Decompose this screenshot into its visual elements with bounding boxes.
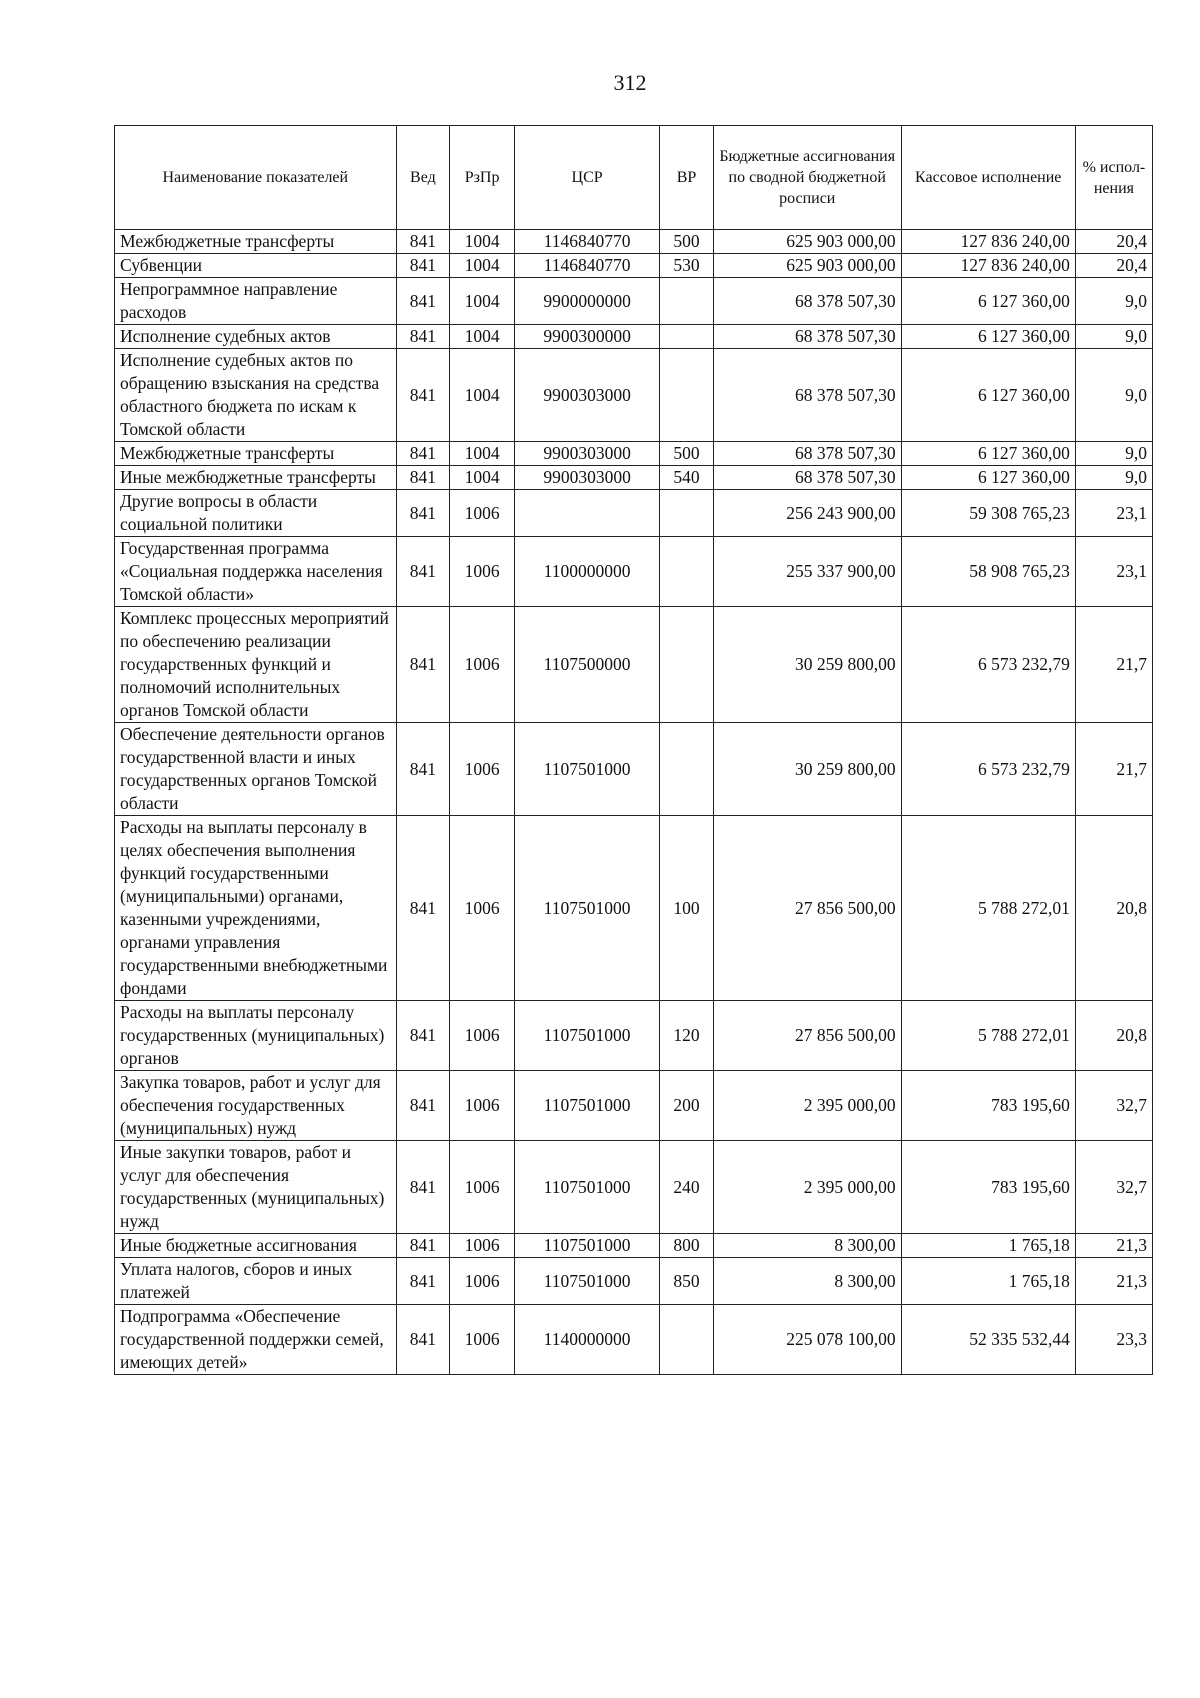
cell-ved: 841 [396, 278, 450, 325]
cell-cash: 6 573 232,79 [901, 723, 1075, 816]
cell-csr: 1107500000 [514, 607, 659, 723]
cell-vr: 500 [660, 230, 714, 254]
cell-rzpr: 1006 [450, 1001, 515, 1071]
cell-budget: 68 378 507,30 [713, 278, 901, 325]
table-row [115, 466, 1153, 490]
cell-vr: 120 [660, 1001, 714, 1071]
cell-ved: 841 [396, 490, 450, 537]
table-row [115, 230, 1153, 254]
cell-rzpr: 1004 [450, 442, 515, 466]
cell-pct: 23,1 [1075, 537, 1152, 607]
cell-vr [660, 490, 714, 537]
table-row [115, 1305, 1153, 1375]
cell-cash: 5 788 272,01 [901, 816, 1075, 1001]
cell-csr: 1140000000 [514, 1305, 659, 1375]
cell-ved: 841 [396, 442, 450, 466]
cell-csr: 1107501000 [514, 816, 659, 1001]
cell-vr [660, 349, 714, 442]
table-row [115, 442, 1153, 466]
cell-csr: 1107501000 [514, 1141, 659, 1234]
cell-ved: 841 [396, 230, 450, 254]
table-row [115, 254, 1153, 278]
cell-ved: 841 [396, 1305, 450, 1375]
cell-vr: 800 [660, 1234, 714, 1258]
table-row [115, 537, 1153, 607]
header-vr: ВР [660, 126, 714, 230]
cell-pct: 23,3 [1075, 1305, 1152, 1375]
cell-ved: 841 [396, 254, 450, 278]
table-body [115, 230, 1153, 1375]
cell-csr: 1100000000 [514, 537, 659, 607]
cell-budget: 68 378 507,30 [713, 466, 901, 490]
header-budget: Бюджетные ассигнования по сводной бюджетной росписи [713, 126, 901, 230]
cell-rzpr: 1006 [450, 537, 515, 607]
cell-vr [660, 1305, 714, 1375]
cell-ved: 841 [396, 816, 450, 1001]
header-cash: Кассовое исполнение [901, 126, 1075, 230]
cell-pct: 32,7 [1075, 1141, 1152, 1234]
cell-name: Исполнение судебных актов по обращению взыскания на средства областного бюджета по искам к Томской области [115, 349, 397, 442]
header-name: Наименование показателей [115, 126, 397, 230]
table-row [115, 607, 1153, 723]
cell-csr [514, 490, 659, 537]
table-row [115, 278, 1153, 325]
cell-pct: 32,7 [1075, 1071, 1152, 1141]
cell-pct: 20,4 [1075, 254, 1152, 278]
cell-rzpr: 1004 [450, 349, 515, 442]
cell-rzpr: 1004 [450, 254, 515, 278]
cell-rzpr: 1006 [450, 723, 515, 816]
cell-vr: 100 [660, 816, 714, 1001]
cell-cash: 6 573 232,79 [901, 607, 1075, 723]
cell-cash: 6 127 360,00 [901, 278, 1075, 325]
cell-name: Расходы на выплаты персоналу государственных (муниципальных) органов [115, 1001, 397, 1071]
cell-name: Межбюджетные трансферты [115, 230, 397, 254]
cell-budget: 68 378 507,30 [713, 442, 901, 466]
cell-budget: 625 903 000,00 [713, 254, 901, 278]
cell-budget: 8 300,00 [713, 1234, 901, 1258]
cell-name: Другие вопросы в области социальной политики [115, 490, 397, 537]
cell-vr [660, 278, 714, 325]
cell-vr [660, 607, 714, 723]
cell-csr: 1146840770 [514, 230, 659, 254]
cell-cash: 1 765,18 [901, 1234, 1075, 1258]
cell-pct: 9,0 [1075, 466, 1152, 490]
cell-vr: 530 [660, 254, 714, 278]
cell-budget: 30 259 800,00 [713, 723, 901, 816]
table-row [115, 723, 1153, 816]
cell-vr [660, 723, 714, 816]
cell-pct: 21,7 [1075, 723, 1152, 816]
cell-rzpr: 1006 [450, 816, 515, 1001]
header-ved: Вед [396, 126, 450, 230]
page-number: 312 [613, 70, 647, 95]
header-pct: % испол-нения [1075, 126, 1152, 230]
cell-vr: 850 [660, 1258, 714, 1305]
cell-vr: 500 [660, 442, 714, 466]
cell-name: Иные межбюджетные трансферты [115, 466, 397, 490]
cell-budget: 2 395 000,00 [713, 1141, 901, 1234]
cell-rzpr: 1004 [450, 278, 515, 325]
cell-ved: 841 [396, 607, 450, 723]
cell-budget: 2 395 000,00 [713, 1071, 901, 1141]
cell-cash: 6 127 360,00 [901, 349, 1075, 442]
cell-name: Межбюджетные трансферты [115, 442, 397, 466]
cell-name: Исполнение судебных актов [115, 325, 397, 349]
cell-rzpr: 1004 [450, 230, 515, 254]
cell-vr: 240 [660, 1141, 714, 1234]
cell-name: Комплекс процессных мероприятий по обеспечению реализации государственных функций и полномочий исполнительных органов Томской области [115, 607, 397, 723]
cell-name: Иные закупки товаров, работ и услуг для обеспечения государственных (муниципальных) нужд [115, 1141, 397, 1234]
cell-cash: 52 335 532,44 [901, 1305, 1075, 1375]
cell-name: Государственная программа «Социальная поддержка населения Томской области» [115, 537, 397, 607]
cell-ved: 841 [396, 537, 450, 607]
table-row [115, 325, 1153, 349]
cell-budget: 27 856 500,00 [713, 816, 901, 1001]
table-row [115, 1258, 1153, 1305]
cell-cash: 6 127 360,00 [901, 442, 1075, 466]
cell-pct: 9,0 [1075, 349, 1152, 442]
cell-csr: 1107501000 [514, 1234, 659, 1258]
cell-csr: 9900000000 [514, 278, 659, 325]
cell-pct: 21,3 [1075, 1258, 1152, 1305]
cell-pct: 9,0 [1075, 278, 1152, 325]
cell-pct: 20,8 [1075, 816, 1152, 1001]
cell-vr [660, 537, 714, 607]
cell-ved: 841 [396, 723, 450, 816]
cell-pct: 9,0 [1075, 442, 1152, 466]
cell-rzpr: 1006 [450, 1305, 515, 1375]
cell-rzpr: 1006 [450, 607, 515, 723]
cell-ved: 841 [396, 349, 450, 442]
table-row [115, 1001, 1153, 1071]
cell-csr: 1107501000 [514, 1258, 659, 1305]
cell-cash: 127 836 240,00 [901, 254, 1075, 278]
cell-csr: 1107501000 [514, 1071, 659, 1141]
cell-ved: 841 [396, 1071, 450, 1141]
cell-budget: 225 078 100,00 [713, 1305, 901, 1375]
cell-cash: 783 195,60 [901, 1071, 1075, 1141]
cell-cash: 127 836 240,00 [901, 230, 1075, 254]
cell-vr: 540 [660, 466, 714, 490]
cell-budget: 625 903 000,00 [713, 230, 901, 254]
cell-cash: 6 127 360,00 [901, 466, 1075, 490]
cell-pct: 9,0 [1075, 325, 1152, 349]
table-row [115, 1234, 1153, 1258]
cell-budget: 30 259 800,00 [713, 607, 901, 723]
table-row [115, 816, 1153, 1001]
cell-pct: 21,7 [1075, 607, 1152, 723]
cell-name: Уплата налогов, сборов и иных платежей [115, 1258, 397, 1305]
cell-name: Субвенции [115, 254, 397, 278]
cell-cash: 783 195,60 [901, 1141, 1075, 1234]
cell-budget: 255 337 900,00 [713, 537, 901, 607]
cell-ved: 841 [396, 1141, 450, 1234]
cell-budget: 8 300,00 [713, 1258, 901, 1305]
cell-budget: 68 378 507,30 [713, 349, 901, 442]
cell-pct: 21,3 [1075, 1234, 1152, 1258]
table-row [115, 490, 1153, 537]
cell-csr: 9900300000 [514, 325, 659, 349]
cell-cash: 58 908 765,23 [901, 537, 1075, 607]
cell-name: Закупка товаров, работ и услуг для обеспечения государственных (муниципальных) нужд [115, 1071, 397, 1141]
cell-pct: 23,1 [1075, 490, 1152, 537]
cell-csr: 9900303000 [514, 466, 659, 490]
cell-cash: 5 788 272,01 [901, 1001, 1075, 1071]
table-row [115, 1071, 1153, 1141]
cell-rzpr: 1006 [450, 490, 515, 537]
cell-vr [660, 325, 714, 349]
cell-rzpr: 1006 [450, 1071, 515, 1141]
cell-rzpr: 1004 [450, 466, 515, 490]
table-row [115, 1141, 1153, 1234]
cell-rzpr: 1006 [450, 1234, 515, 1258]
cell-cash: 59 308 765,23 [901, 490, 1075, 537]
cell-ved: 841 [396, 1234, 450, 1258]
cell-ved: 841 [396, 1258, 450, 1305]
cell-cash: 6 127 360,00 [901, 325, 1075, 349]
cell-csr: 1146840770 [514, 254, 659, 278]
cell-csr: 9900303000 [514, 442, 659, 466]
cell-name: Иные бюджетные ассигнования [115, 1234, 397, 1258]
cell-cash: 1 765,18 [901, 1258, 1075, 1305]
cell-budget: 68 378 507,30 [713, 325, 901, 349]
header-csr: ЦСР [514, 126, 659, 230]
cell-ved: 841 [396, 325, 450, 349]
cell-name: Расходы на выплаты персоналу в целях обеспечения выполнения функций государственными (муниципальными) органами, казенными учреждениями, органами управления государственными внебюджетными фондами [115, 816, 397, 1001]
cell-ved: 841 [396, 1001, 450, 1071]
header-rzpr: РзПр [450, 126, 515, 230]
cell-rzpr: 1006 [450, 1141, 515, 1234]
cell-budget: 256 243 900,00 [713, 490, 901, 537]
cell-pct: 20,4 [1075, 230, 1152, 254]
cell-budget: 27 856 500,00 [713, 1001, 901, 1071]
budget-execution-table [114, 125, 1153, 1375]
cell-csr: 9900303000 [514, 349, 659, 442]
cell-csr: 1107501000 [514, 1001, 659, 1071]
cell-csr: 1107501000 [514, 723, 659, 816]
cell-name: Обеспечение деятельности органов государственной власти и иных государственных органов Томской области [115, 723, 397, 816]
cell-pct: 20,8 [1075, 1001, 1152, 1071]
table-header-row [115, 126, 1153, 230]
cell-name: Подпрограмма «Обеспечение государственной поддержки семей, имеющих детей» [115, 1305, 397, 1375]
cell-ved: 841 [396, 466, 450, 490]
table-row [115, 349, 1153, 442]
cell-vr: 200 [660, 1071, 714, 1141]
cell-rzpr: 1006 [450, 1258, 515, 1305]
cell-rzpr: 1004 [450, 325, 515, 349]
cell-name: Непрограммное направление расходов [115, 278, 397, 325]
